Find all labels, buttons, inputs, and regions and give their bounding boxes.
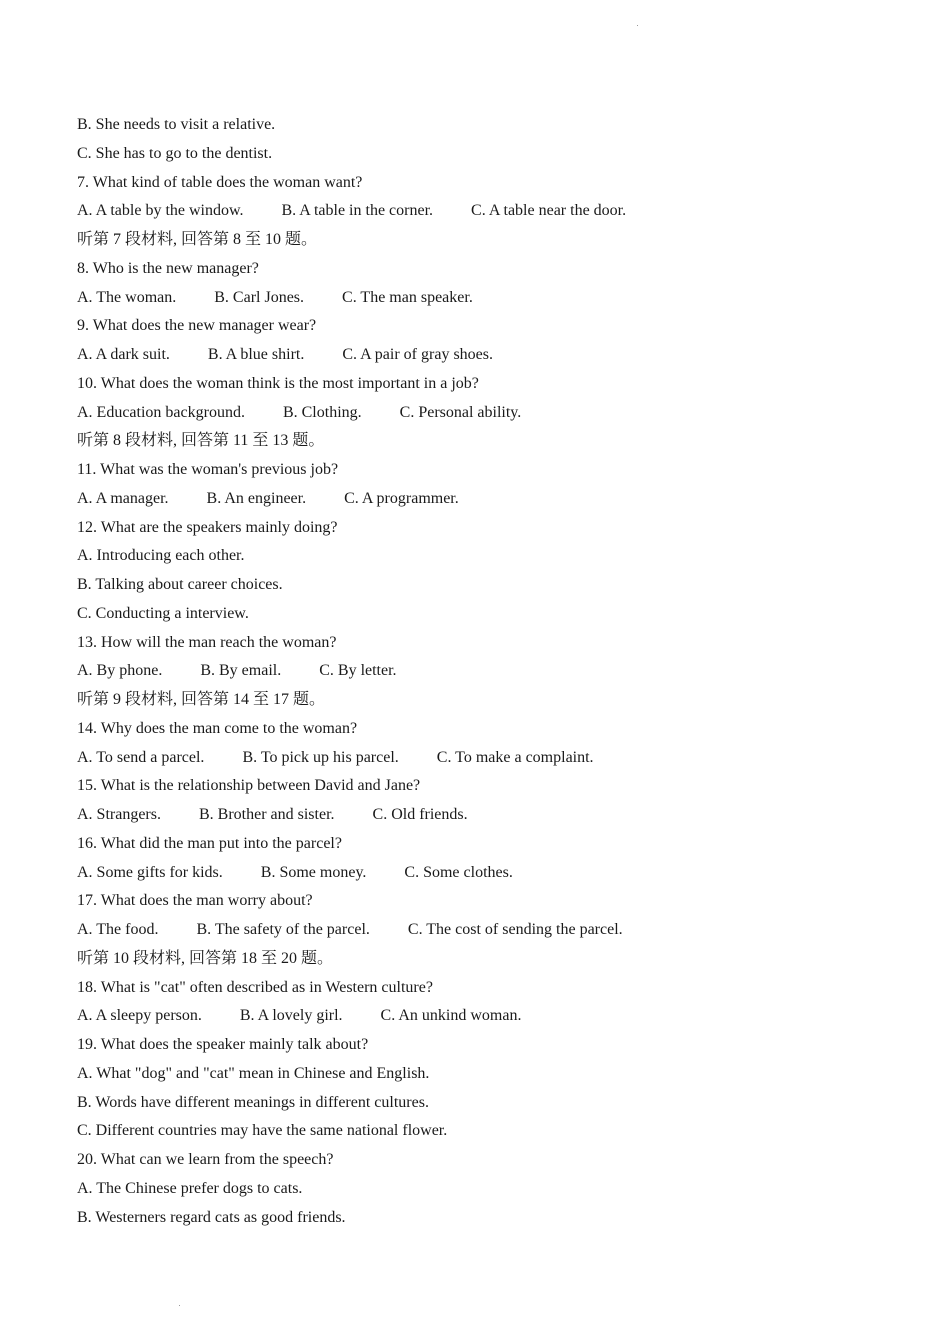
answer-option: B. Brother and sister.: [198, 806, 335, 823]
answer-option: B. Talking about career choices.: [77, 576, 283, 593]
answer-option: C. A table near the door.: [471, 202, 627, 220]
answer-option: A. Introducing each other.: [77, 547, 245, 565]
answer-option: B. An engineer.: [206, 489, 307, 507]
question-text: 18. What is "cat" often described as in Western culture?: [77, 978, 433, 996]
exam-page-content: [77, 114, 897, 1235]
answer-option: A. Strangers.: [77, 806, 161, 823]
question-text: 8. Who is the new manager?: [77, 259, 259, 277]
answer-options-row: [77, 287, 897, 316]
answer-option: A. The Chinese prefer dogs to cats.: [77, 1179, 303, 1197]
answer-options-row: [77, 862, 897, 891]
answer-option: A. To send a parcel.: [77, 748, 205, 766]
answer-option: C. The cost of sending the parcel.: [407, 921, 623, 938]
answer-option: B. A lovely girl.: [239, 1007, 343, 1025]
section-instruction: 听第 9 段材料, 回答第 14 至 17 题。: [77, 691, 326, 708]
question-text: 17. What does the man worry about?: [77, 892, 313, 910]
answer-option: B. Carl Jones.: [214, 288, 305, 306]
answer-option: C. An unkind woman.: [380, 1007, 522, 1025]
question-text: 19. What does the speaker mainly talk about?: [77, 1036, 369, 1053]
answer-options-row: [77, 488, 897, 517]
question-text: 20. What can we learn from the speech?: [77, 1151, 334, 1168]
answer-option: A. A sleepy person.: [77, 1007, 202, 1025]
question-text: 10. What does the woman think is the most important in a job?: [77, 374, 479, 392]
question-text: 12. What are the speakers mainly doing?: [77, 518, 338, 536]
question-text: 15. What is the relationship between David and Jane?: [77, 777, 421, 795]
answer-option: B. The safety of the parcel.: [196, 921, 370, 938]
answer-option: A. Education background.: [77, 403, 245, 421]
answer-options-row: [77, 747, 897, 776]
answer-options-row: [77, 344, 897, 373]
answer-option: C. Different countries may have the same national flower.: [77, 1122, 448, 1140]
answer-option: A. What "dog" and "cat" mean in Chinese and English.: [77, 1064, 430, 1082]
question-text: 11. What was the woman's previous job?: [77, 461, 339, 478]
section-instruction: 听第 10 段材料, 回答第 18 至 20 题。: [77, 949, 334, 967]
question-text: 14. Why does the man come to the woman?: [77, 719, 358, 737]
scan-mark-top: [637, 25, 638, 26]
question-text: 9. What does the new manager wear?: [77, 317, 317, 335]
answer-options-row: [77, 1005, 897, 1034]
answer-option: A. A table by the window.: [77, 202, 244, 220]
answer-option: A. By phone.: [77, 662, 163, 680]
answer-options-row: [77, 200, 897, 229]
answer-option: B. Some money.: [260, 863, 367, 881]
answer-option: C. A pair of gray shoes.: [342, 346, 493, 363]
answer-option: B. Clothing.: [282, 403, 362, 421]
answer-option: A. The food.: [77, 921, 159, 938]
answer-options-row: [77, 402, 897, 431]
question-text: 7. What kind of table does the woman want?: [77, 173, 363, 191]
answer-option: A. Some gifts for kids.: [77, 863, 223, 881]
answer-option: B. Westerners regard cats as good friends.: [77, 1208, 346, 1226]
question-text: 16. What did the man put into the parcel?: [77, 834, 342, 852]
answer-option: C. By letter.: [319, 662, 397, 680]
answer-option: B. She needs to visit a relative.: [77, 116, 276, 133]
answer-option: C. Conducting a interview.: [77, 604, 249, 622]
answer-option: C. Personal ability.: [399, 403, 522, 421]
answer-options-row: [77, 804, 897, 833]
answer-option: C. She has to go to the dentist.: [77, 144, 273, 162]
answer-options-row: [77, 919, 897, 948]
answer-option: C. The man speaker.: [342, 288, 473, 306]
section-instruction: 听第 7 段材料, 回答第 8 至 10 题。: [77, 231, 318, 248]
answer-option: C. A programmer.: [344, 489, 459, 507]
answer-option: C. To make a complaint.: [436, 748, 594, 766]
answer-option: C. Some clothes.: [404, 863, 513, 881]
answer-option: C. Old friends.: [372, 806, 468, 823]
answer-options-row: [77, 660, 897, 689]
answer-option: B. Words have different meanings in different cultures.: [77, 1093, 429, 1111]
answer-option: B. A table in the corner.: [281, 202, 434, 220]
answer-option: A. A dark suit.: [77, 346, 170, 363]
answer-option: A. A manager.: [77, 489, 169, 507]
question-text: 13. How will the man reach the woman?: [77, 633, 337, 651]
answer-option: A. The woman.: [77, 288, 177, 306]
answer-option: B. To pick up his parcel.: [242, 748, 399, 766]
answer-option: B. By email.: [200, 662, 282, 680]
answer-option: B. A blue shirt.: [207, 346, 305, 363]
scan-mark-bottom: [179, 1305, 180, 1306]
section-instruction: 听第 8 段材料, 回答第 11 至 13 题。: [77, 432, 325, 450]
